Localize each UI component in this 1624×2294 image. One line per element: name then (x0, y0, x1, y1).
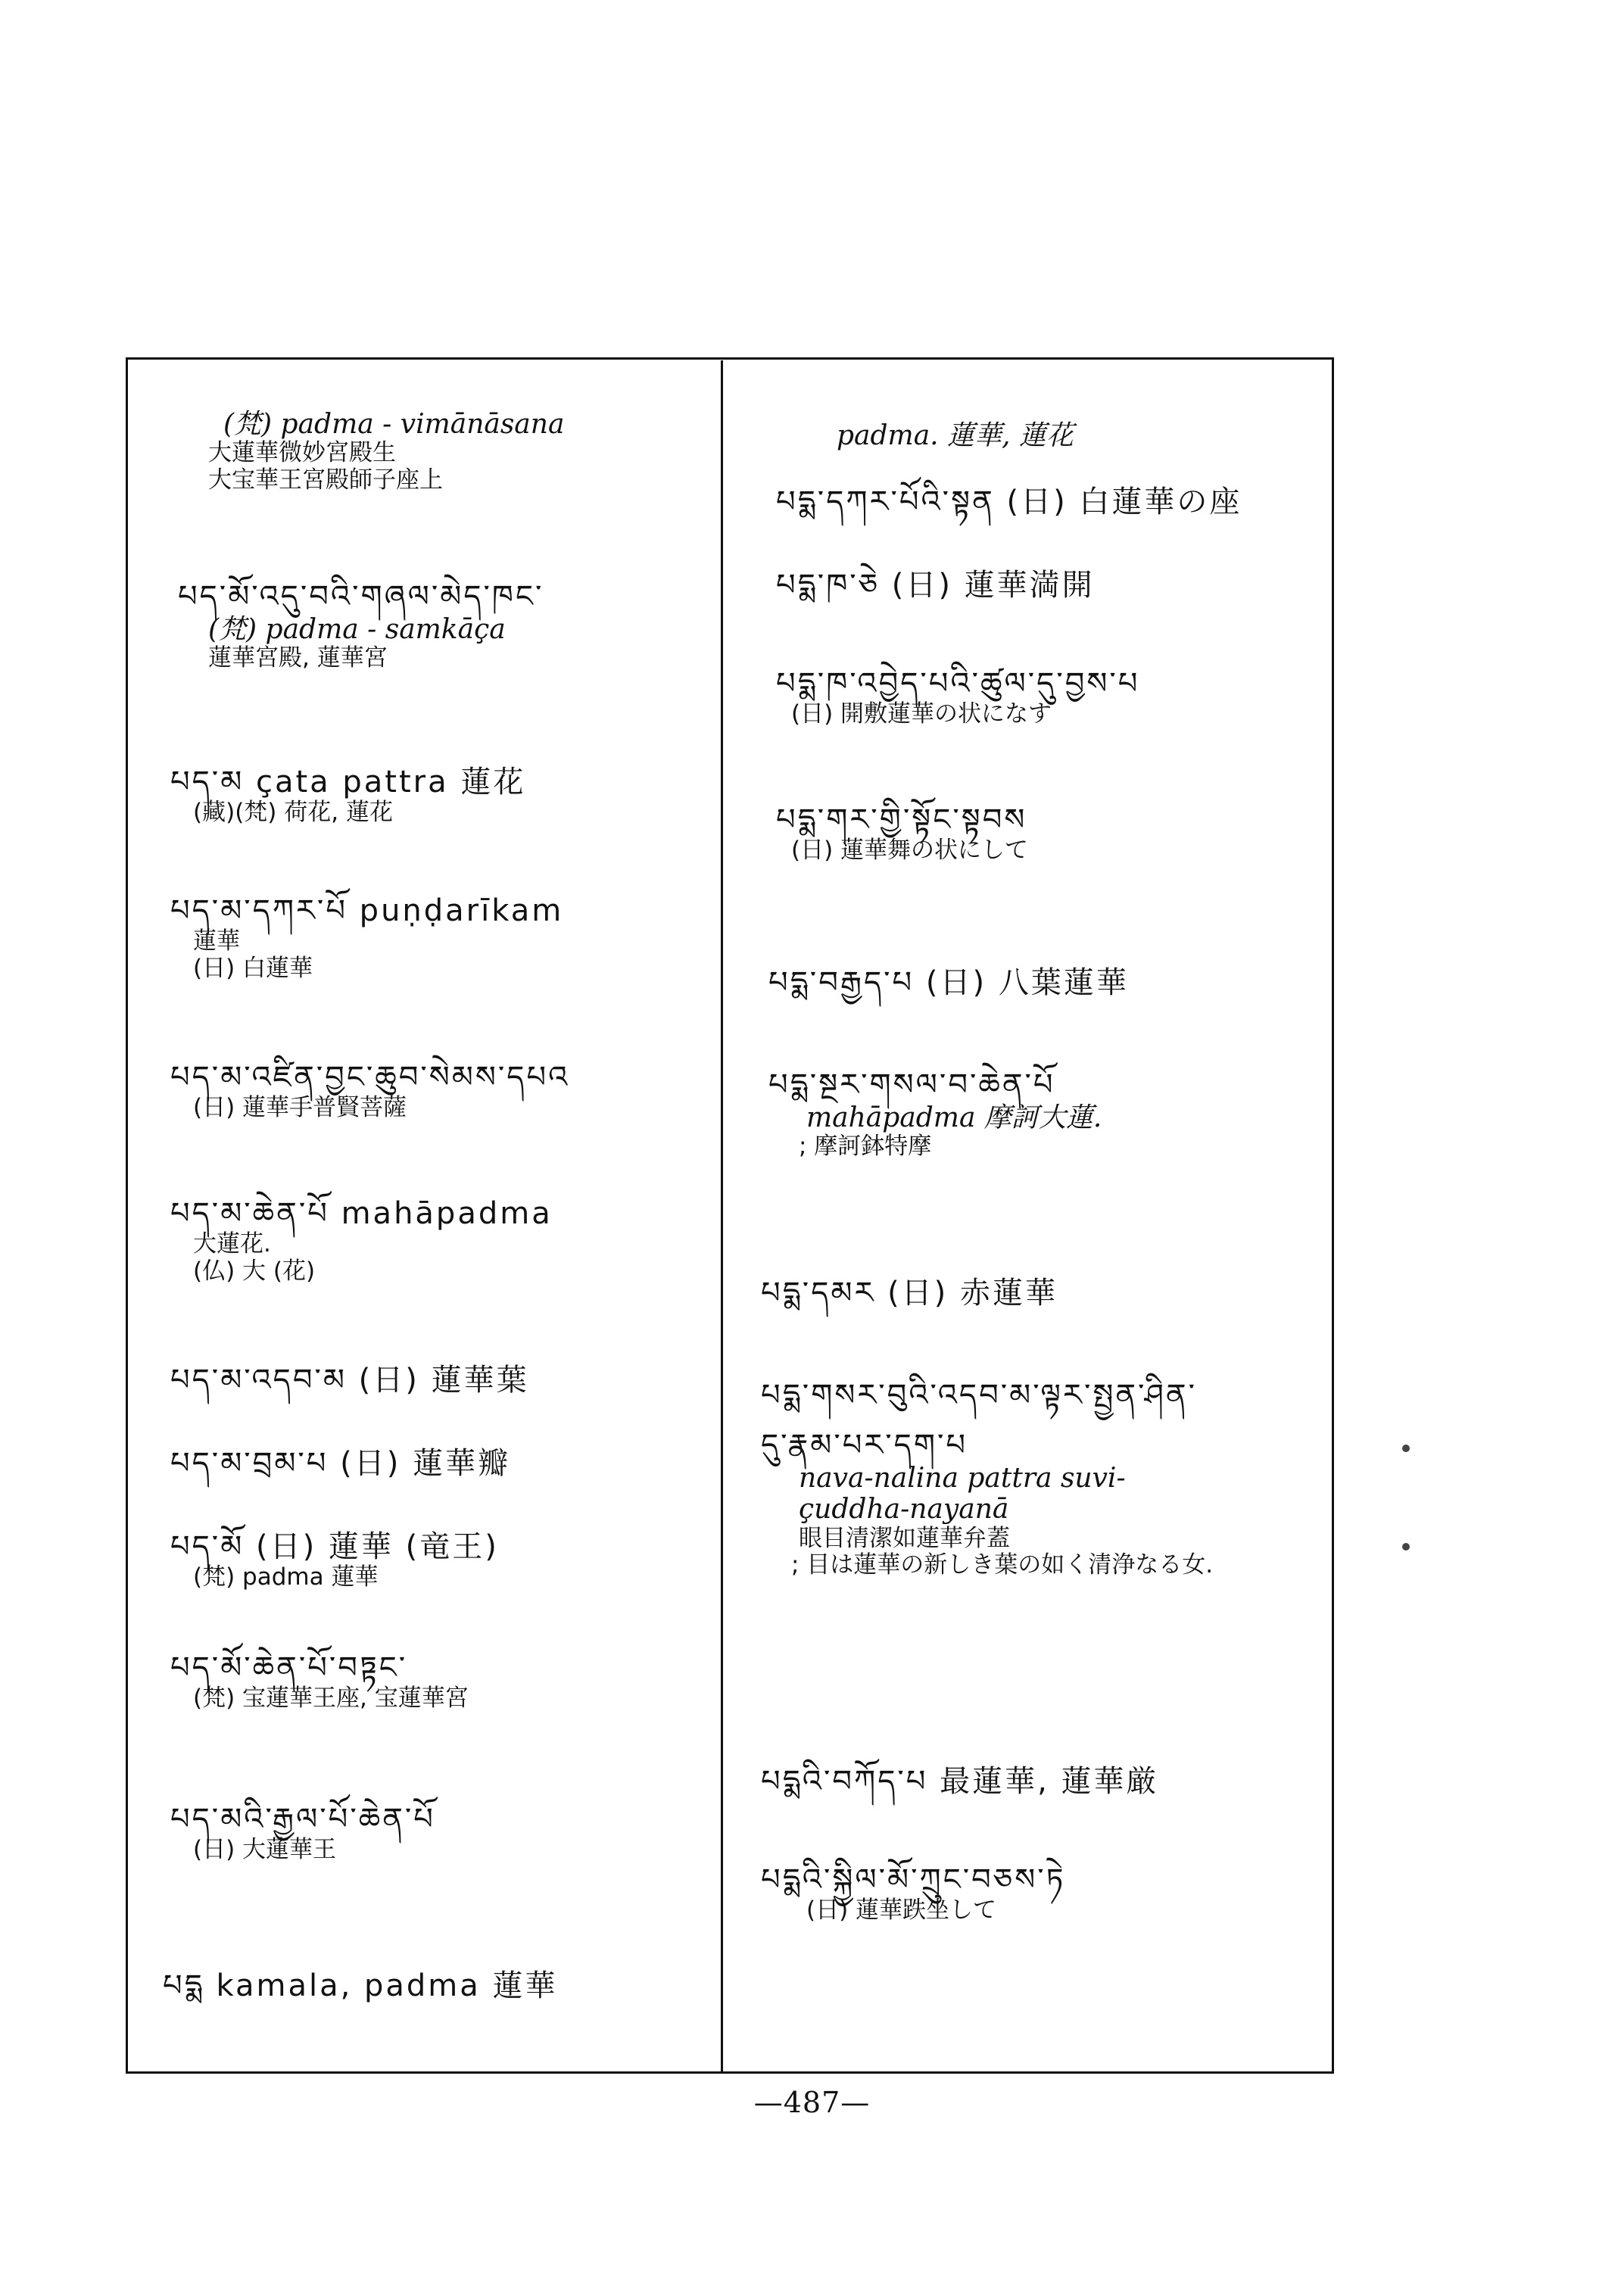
entry-line: (日) 蓮華手普賢菩薩 (193, 1094, 407, 1121)
entry-red-lotus (753, 1276, 1321, 1311)
entry-line: པད་མོ (日) 蓮華 (竜王) (170, 1529, 499, 1564)
entry-line: (梵) padma - samkāça (208, 614, 506, 645)
entry-satapattra (155, 765, 715, 827)
entry-line: 大宝華王宮殿師子座上 (208, 466, 443, 494)
entry-line: པད་མོ་འདུ་བའི་གཞལ་མེད་ཁང་ (178, 579, 544, 614)
entry-line: པད་མའི་རྒྱལ་པོ་ཆེན་པོ (170, 1802, 435, 1837)
entry-padmo-throne (155, 1650, 715, 1713)
entry-line: çuddha-nayanā (799, 1494, 1009, 1526)
entry-line: པདྨ་དམར (日) 赤蓮華 (761, 1276, 1058, 1311)
entry-line: 大蓮花. (193, 1230, 271, 1258)
entry-line: (日) 白蓮華 (193, 954, 313, 982)
entry-line: པདྨ་ཁ་ཅེ (日) 蓮華満開 (776, 568, 1095, 603)
entry-line: པདྨ་གསར་བུའི་འདབ་མ་ལྟར་སྤྱན་ཤིན་ (761, 1378, 1197, 1413)
entry-line: དུ་རྣམ་པར་དག་པ (761, 1428, 968, 1463)
entry-line: པད་མ çata pattra 蓮花 (170, 765, 526, 799)
entry-line: 眼目清潔如蓮華弁蓋 (799, 1524, 1010, 1552)
entry-padma-petal (155, 1446, 715, 1481)
entry-line: པདྨ་བརྒྱད་པ (日) 八葉蓮華 (768, 965, 1129, 1000)
entry-line: (日) 蓮華跌坐して (806, 1897, 997, 1924)
margin-mark (1402, 1543, 1410, 1551)
entry-eight-petal (753, 965, 1321, 1000)
entry-white-lotus-seat (753, 485, 1321, 519)
entry-line: (梵) padma - vimānāsana (223, 409, 565, 440)
entry-great-padma-king (155, 1802, 715, 1864)
entry-line: པདྨ་དཀར་པོའི་སྟན (日) 白蓮華の座 (776, 485, 1242, 519)
entry-line: པདྨ་ཁ་འབྱེད་པའི་ཚུལ་དུ་བྱས་པ (776, 666, 1140, 701)
page-number: —487— (753, 2086, 871, 2119)
entry-line: པད་མ་དཀར་པོ puṇḍarīkam (170, 893, 564, 928)
entry-line: (藏)(梵) 荷花, 蓮花 (193, 799, 393, 826)
entry-lotus-dance (753, 803, 1321, 865)
entry-mahapadma-right (753, 1068, 1321, 1161)
entry-line: པདྨ kamala, padma 蓮華 (163, 1968, 558, 2003)
entry-nava-nalina (753, 1378, 1321, 1579)
entry-lotus-posture (753, 1862, 1321, 1925)
entry-line: པད་མ་འདབ་མ (日) 蓮華葉 (170, 1363, 529, 1398)
entry-line: པདྨ་གར་གྱི་སྟོང་སྟབས (776, 803, 1027, 837)
entry-samkaca (155, 579, 715, 672)
entry-pundarikam (155, 893, 715, 982)
entry-line: mahāpadma 摩訶大蓮. (806, 1102, 1102, 1133)
entry-line: པད་མ་ཆེན་པོ mahāpadma (170, 1196, 553, 1231)
entry-line: པདྨ་སྔར་གསལ་བ་ཆེན་པོ (768, 1068, 1055, 1102)
entry-vimanasana (155, 409, 715, 494)
entry-line: padma. 蓮華, 蓮花 (837, 420, 1074, 451)
entry-line: 蓮華宮殿, 蓮華宮 (208, 644, 388, 672)
entry-kamala (155, 1968, 715, 2003)
entry-padma (753, 420, 1321, 451)
column-divider (721, 360, 723, 2071)
entry-padma-leaf (155, 1363, 715, 1398)
entry-line: (日) 大蓮華王 (193, 1836, 337, 1863)
entry-line: 蓮華 (193, 927, 240, 955)
entry-line: (日) 開敷蓮華の状になす (791, 700, 1052, 728)
margin-mark (1402, 1445, 1410, 1452)
entry-opening-lotus (753, 666, 1321, 728)
entry-line: (仏) 大 (花) (193, 1257, 316, 1285)
entry-mahapadma (155, 1196, 715, 1285)
entry-line: 大蓮華微妙宮殿生 (208, 439, 396, 467)
entry-padmapani (155, 1060, 715, 1122)
entry-line: པདྨའི་སྐྱིལ་མོ་ཀྲུང་བཅས་ཏེ (761, 1862, 1066, 1897)
entry-line: nava-nalina pattra suvi- (799, 1463, 1126, 1494)
entry-line: ; 目は蓮華の新しき葉の如く清浄なる女. (791, 1551, 1214, 1579)
entry-line: པད་མ་འཛིན་བྱང་ཆུབ་སེམས་དཔའ (170, 1060, 570, 1095)
entry-lotus-full-bloom (753, 568, 1321, 603)
entry-line: ; 摩訶鉢特摩 (799, 1133, 932, 1161)
entry-padmo-naga (155, 1529, 715, 1591)
entry-line: (日) 蓮華舞の状にして (791, 837, 1029, 864)
entry-line: པད་མ་བྲམ་པ (日) 蓮華瓣 (170, 1446, 511, 1481)
entry-line: པདྨའི་བཀོད་པ 最蓮華, 蓮華厳 (761, 1764, 1159, 1799)
entry-line: (梵) padma 蓮華 (193, 1563, 379, 1591)
entry-line: པད་མོ་ཆེན་པོ་བཏྟང་ (170, 1650, 408, 1685)
entry-lotus-array (753, 1764, 1321, 1799)
entry-line: (梵) 宝蓮華王座, 宝蓮華宮 (193, 1685, 469, 1712)
